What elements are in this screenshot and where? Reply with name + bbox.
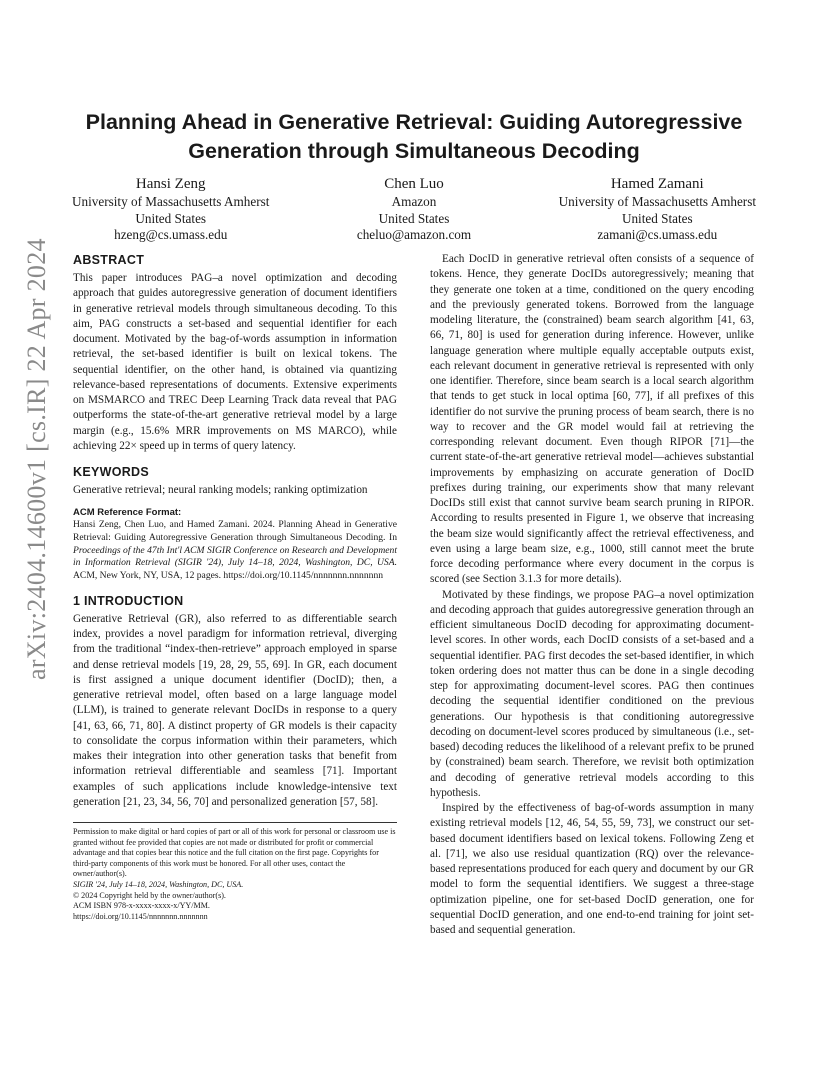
author-name: Hamed Zamani (610, 176, 704, 192)
footer-copyright: © 2024 Copyright held by the owner/author(s). (73, 890, 226, 900)
author-affiliation: University of Massachusetts Amherst (558, 194, 756, 209)
keywords-heading: KEYWORDS (73, 465, 150, 479)
footer-doi[interactable]: https://doi.org/10.1145/nnnnnnn.nnnnnnn (73, 911, 208, 921)
paper-title (72, 108, 756, 166)
author-block (72, 174, 756, 244)
footer-venue: SIGIR '24, July 14–18, 2024, Washington, DC, USA. (73, 879, 244, 889)
body-paragraph-2: Motivated by these findings, we propose PAG–a novel optimization and decoding approach that guides autoregressive generation through an efficient simultaneous DocID decoding for approximating document-level scores. In other words, each DocID consists of a set-based and a sequential identifier. PAG first decodes the set-based identifier, in which token ordering does not matter thus can be done in a single decoding step for approximating document-level scores. PAG then continues decoding the sequential identifier conditioned on the previous generations. Our hypothesis is that conditioning autoregressive decoding on document-level scores produced by simultaneous (i.e., set-based) decoding reduces the likelihood of a relevant prefix to be pruned by (constrained) beam search. Therefore, we revisit both optimization and decoding of generative retrieval models according to this hypothesis. (430, 588, 754, 799)
body-paragraph-3: Inspired by the effectiveness of bag-of-words assumption in many existing retrieval models [12, 46, 54, 55, 59, 73], we construct our set-based document identifiers based on lexical tokens. Following Zeng et al. [71], we also use residual quantization (RQ) over the relevance-based representations produced for each query and document by our GR model to form the sequential identifiers. We suggest a three-stage optimization pipeline, one for set-based DocID generation, one for sequential DocID generation, and one end-to-end training for joint set-based and sequential generation. (430, 802, 754, 936)
footer-isbn: ACM ISBN 978-x-xxxx-xxxx-x/YY/MM. (73, 901, 210, 911)
introduction-heading: 1 INTRODUCTION (73, 593, 184, 608)
reference-format-text (73, 519, 397, 583)
body-paragraph-1: Each DocID in generative retrieval often consists of a sequence of tokens. Hence, they generate DocIDs autoregressively; meaning that they generate one token at a time, conditioned on the query encoding and the previously generated tokens. Borrowed from the language modeling literature, the (constrained) beam search algorithm [41, 63, 66, 71, 80] is used for generation during inference. However, unlike language generation where multiple equally acceptable outputs exist, each relevant document in generative retrieval is represented with only one identifier. Therefore, since beam search is a local search algorithm that tends to get stuck in local optima [60, 77], if all prefixes of this identifier do not survive the pruning process of beam search, there is no way to recover and the GR model would fail at retrieving the corresponding relevant document. Even though RIPOR [71]—the current state-of-the-art generative retrieval model—achieves substantial improvements by emphasizing on accurate generation of DocID prefixes during training, our experiments show that many relevant DocIDs still exist that cannot survive beam search pruning in RIPOR. According to results presented in Figure 1, we observe that increasing the beam size would significantly affect the retrieval effectiveness, and even using a large beam size, e.g., 1000, still cannot meet the brute force decoding performance where every document in the corpus is scored (see Section 3.1.3 for more details). (430, 253, 754, 586)
reference-publisher: ACM, New York, NY, USA, 12 pages. https://doi.org/10.1145/nnnnnnn.nnnnnnn (73, 570, 384, 582)
author-3 (559, 174, 756, 244)
left-column (73, 252, 397, 922)
keywords-text: Generative retrieval; neural ranking models; ranking optimization (73, 484, 368, 496)
author-name: Hansi Zeng (135, 176, 206, 192)
abstract-text: This paper introduces PAG–a novel optimization and decoding approach that guides autoregressive generation of document identifiers in generative retrieval models through simultaneous decoding. To this aim, PAG constructs a set-based and sequential identifier for each document. Motivated by the bag-of-words assumption in information retrieval, the set-based identifier is built on lexical tokens. The sequential identifier, on the other hand, is obtained via quantizing relevance-based representations of documents. Extensive experiments on MSMARCO and TREC Deep Learning Track data reveal that PAG outperforms the state-of-the-art generative retrieval model by a large margin (e.g., 15.6% MRR improvements on MS MARCO), while achieving 22× speed up in terms of query latency. (73, 272, 397, 452)
introduction-paragraph: Generative Retrieval (GR), also referred to as differentiable search index, provides a novel paradigm for information retrieval, diverging from the traditional “index-then-retrieve” approach employed in sparse and dense retrieval models [19, 28, 29, 55, 69]. In GR, each document is first assigned a unique document identifier (DocID); then, a generative retrieval model, often based on a large language model (LLM), is trained to generate relevant DocIDs in response to a query [41, 63, 66, 71, 80]. A distinct property of GR models is their capacity to consolidate the corpus information within their parameters, which makes their integration into other generation tasks that benefit from information retrieval differentiable and seamless [71]. Important examples of such applications include knowledge-intensive text generation [21, 23, 34, 56, 70] and personalized generation [57, 58]. (73, 612, 397, 808)
author-country: United States (135, 210, 207, 226)
arxiv-stamp: arXiv:2404.14600v1 [cs.IR] 22 Apr 2024 (22, 238, 51, 680)
author-email: cheluo@amazon.com (356, 227, 472, 242)
author-country: United States (378, 210, 450, 226)
reference-format-label: ACM Reference Format: (73, 507, 182, 519)
title-line-2: Generation through Simultaneous Decoding (188, 139, 640, 163)
arxiv-stamp-container (22, 238, 62, 680)
reference-authors: Hansi Zeng, Chen Luo, and Hamed Zamani. 2024. Planning Ahead in Generative Retrieval: Guiding Autoregressive Generation through Simultaneous Decoding. In (73, 519, 397, 543)
title-line-1: Planning Ahead in Generative Retrieval: Guiding Autoregressive (85, 110, 743, 134)
right-column (430, 252, 754, 938)
author-email: hzeng@cs.umass.edu (114, 227, 228, 242)
abstract-heading: ABSTRACT (73, 253, 145, 267)
author-name: Chen Luo (384, 176, 444, 192)
author-affiliation: Amazon (391, 194, 437, 209)
footnote-block (73, 822, 397, 922)
permission-notice: Permission to make digital or hard copies of part or all of this work for personal or classroom use is granted without fee provided that copies are not made or distributed for profit or commercial advantage and that copies bear this notice and the full citation on the first page. Copyrights for third-party components of this work must be honored. For all other uses, contact the owner/author(s). (73, 827, 396, 879)
author-affiliation: University of Massachusetts Amherst (72, 194, 270, 209)
author-country: United States (621, 210, 693, 226)
author-email: zamani@cs.umass.edu (597, 227, 718, 242)
author-1 (72, 174, 269, 244)
author-2 (357, 174, 471, 244)
reference-venue: Proceedings of the 47th Int'l ACM SIGIR Conference on Research and Development in Information Retrieval (SIGIR '24), July 14–18, 2024, Washington, DC, USA. (73, 544, 397, 569)
